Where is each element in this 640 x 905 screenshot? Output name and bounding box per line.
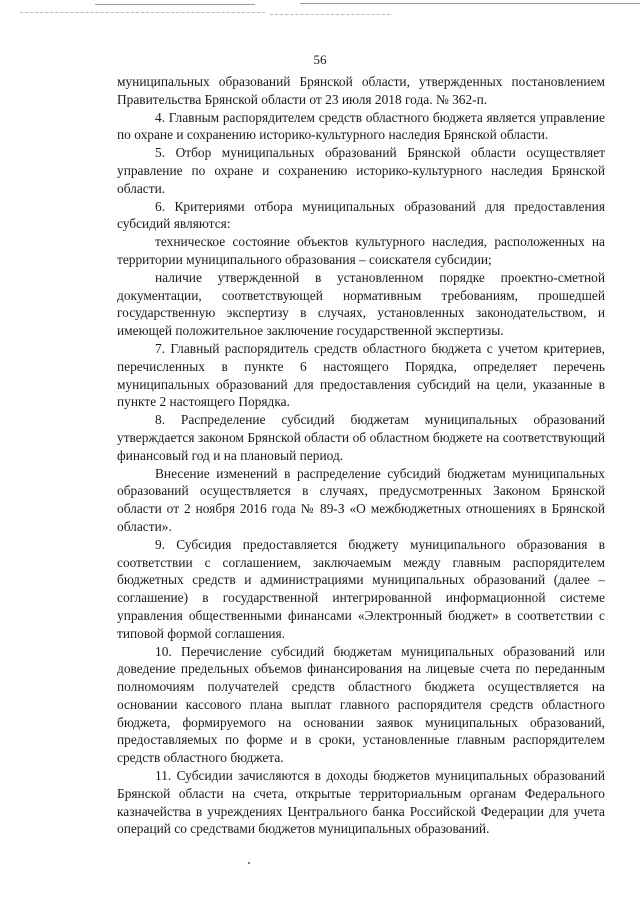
paragraph: 9. Субсидия предоставляется бюджету муниципального образования в соответствии с соглашением, заключаемым между главным распорядителем бюджетных средств и администрациями муниципальных образований (далее – соглашение) в государственной интегрированной информационной системе управления общественными финансами «Электронный бюджет» в соответствии с типовой формой соглашения. [117, 536, 605, 641]
page-number: 56 [313, 52, 327, 67]
document-body [117, 73, 605, 838]
paragraph: 8. Распределение субсидий бюджетам муниципальных образований утверждается законом Брянской области об областном бюджете на соответствующий финансовый год и на плановый период. [117, 412, 605, 463]
paragraph: 11. Субсидии зачисляются в доходы бюджетов муниципальных образований Брянской области на счета, открытые территориальным органам Федерального казначейства в учреждениях Центрального банка Российской Федерации для учета операций со средствами бюджетов муниципальных образований. [117, 768, 605, 837]
paragraph: 7. Главный распорядитель средств областного бюджета с учетом критериев, перечисленных в пункте 6 настоящего Порядка, определяет перечень муниципальных образований для предоставления субсидий на цели, указанные в пункте 2 настоящего Порядка. [117, 340, 605, 410]
scan-dash [270, 14, 390, 16]
scan-line [95, 4, 255, 5]
scan-line [300, 3, 640, 4]
scan-dash [20, 12, 265, 14]
paragraph: 4. Главным распорядителем средств областного бюджета является управление по охране и сохранению историко-культурного наследия Брянской области. [117, 109, 605, 143]
paragraph: муниципальных образований Брянской области, утвержденных постановлением Правительства Брянской области от 23 июля 2018 года. № 362-п. [117, 74, 605, 107]
paragraph: 6. Критериями отбора муниципальных образований для предоставления субсидий являются: [117, 198, 605, 232]
paragraph: наличие утвержденной в установленном порядке проектно-сметной документации, соответствующей нормативным требованиям, прошедшей государственную экспертизу в случаях, установленных законодательством, и имеющей положительное заключение государственной экспертизы. [117, 269, 605, 339]
scan-speck [248, 862, 250, 864]
paragraph: 5. Отбор муниципальных образований Брянской области осуществляет управление по охране и сохранению историко-культурного наследия Брянской области. [117, 145, 605, 196]
scan-top-edge [0, 0, 640, 20]
paragraph: техническое состояние объектов культурного наследия, расположенных на территории муниципального образования – соискателя субсидии; [117, 234, 605, 267]
paragraph: 10. Перечисление субсидий бюджетам муниципальных образований или доведение предельных объемов финансирования на лицевые счета по переданным полномочиям получателей средств областного бюджета осуществляется на основании кассового плана выплат главного распорядителя средств областного бюджета, формируемого на основании заявок муниципальных образований, предоставляемых по форме и в сроки, установленные главным распорядителем средств областного бюджета. [117, 643, 605, 766]
paragraph: Внесение изменений в распределение субсидий бюджетам муниципальных образований осуществляется в случаях, предусмотренных Законом Брянской области от 2 ноября 2016 года № 89-З «О межбюджетных отношениях в Брянской области». [117, 465, 605, 534]
